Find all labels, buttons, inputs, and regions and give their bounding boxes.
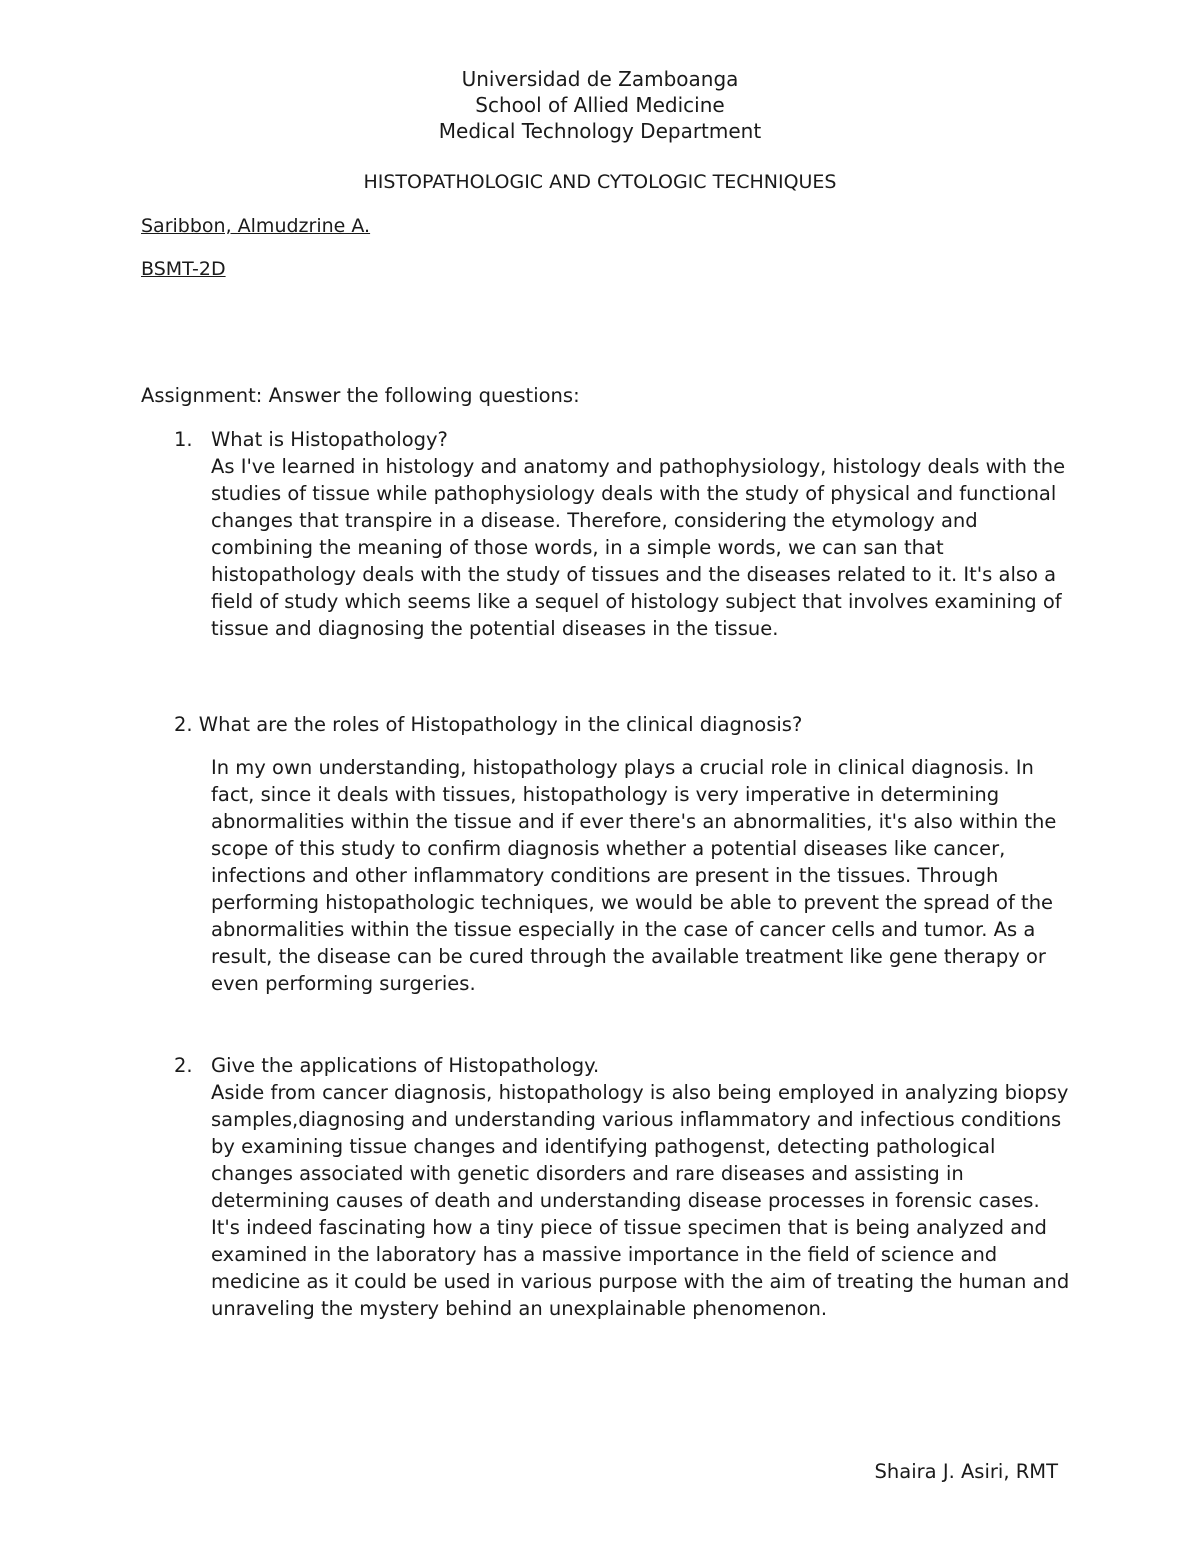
question-1 xyxy=(211,426,1071,642)
question-1-number: 1. xyxy=(174,428,193,451)
question-3 xyxy=(211,1052,1071,1322)
assignment-heading: Assignment: Answer the following questions: xyxy=(141,384,580,407)
course-title: HISTOPATHOLOGIC AND CYTOLOGIC TECHNIQUES xyxy=(363,171,837,193)
student-name: Saribbon, Almudzrine A. xyxy=(141,215,371,237)
document-header xyxy=(0,66,1200,144)
department-name: Medical Technology Department xyxy=(438,119,762,143)
question-1-title: What is Histopathology? xyxy=(211,428,448,451)
question-2-answer: In my own understanding, histopathology plays a crucial role in clinical diagnosis. In fact, since it deals with tissues, histopathology is very imperative in determining abnormalities within the tissue and if ever there's an abnormalities, it's also within the scope of this study to confirm diagnosis whether a potential diseases like cancer, infections and other inflammatory conditions are present in the tissues. Through performing histopathologic techniques, we would be able to prevent the spread of the abnormalities within the tissue especially in the case of cancer cells and tumor. As a result, the disease can be cured through the available treatment like gene therapy or even performing surgeries. xyxy=(211,756,1057,995)
signature: Shaira J. Asiri, RMT xyxy=(874,1460,1058,1483)
university-name: Universidad de Zamboanga xyxy=(461,67,739,91)
question-3-title: Give the applications of Histopathology. xyxy=(211,1054,600,1077)
question-3-answer: Aside from cancer diagnosis, histopathology is also being employed in analyzing biopsy samples,diagnosing and understanding various inflammatory and infectious conditions by examining tissue changes and identifying pathogenst, detecting pathological changes associated with genetic disorders and rare diseases and assisting in determining causes of death and understanding disease processes in forensic cases. It's indeed fascinating how a tiny piece of tissue specimen that is being analyzed and examined in the laboratory has a massive importance in the field of science and medicine as it could be used in various purpose with the aim of treating the human and unraveling the mystery behind an unexplainable phenomenon. xyxy=(211,1081,1070,1320)
school-name: School of Allied Medicine xyxy=(475,93,725,117)
question-2-title: 2. What are the roles of Histopathology in the clinical diagnosis? xyxy=(174,713,803,736)
question-3-number: 2. xyxy=(174,1054,193,1077)
student-section: BSMT-2D xyxy=(141,258,226,280)
question-1-answer: As I've learned in histology and anatomy and pathophysiology, histology deals with the studies of tissue while pathophysiology deals with the study of physical and functional changes that transpire in a disease. Therefore, considering the etymology and combining the meaning of those words, in a simple words, we can san that histopathology deals with the study of tissues and the diseases related to it. It's also a field of study which seems like a sequel of histology subject that involves examining of tissue and diagnosing the potential diseases in the tissue. xyxy=(211,455,1066,640)
